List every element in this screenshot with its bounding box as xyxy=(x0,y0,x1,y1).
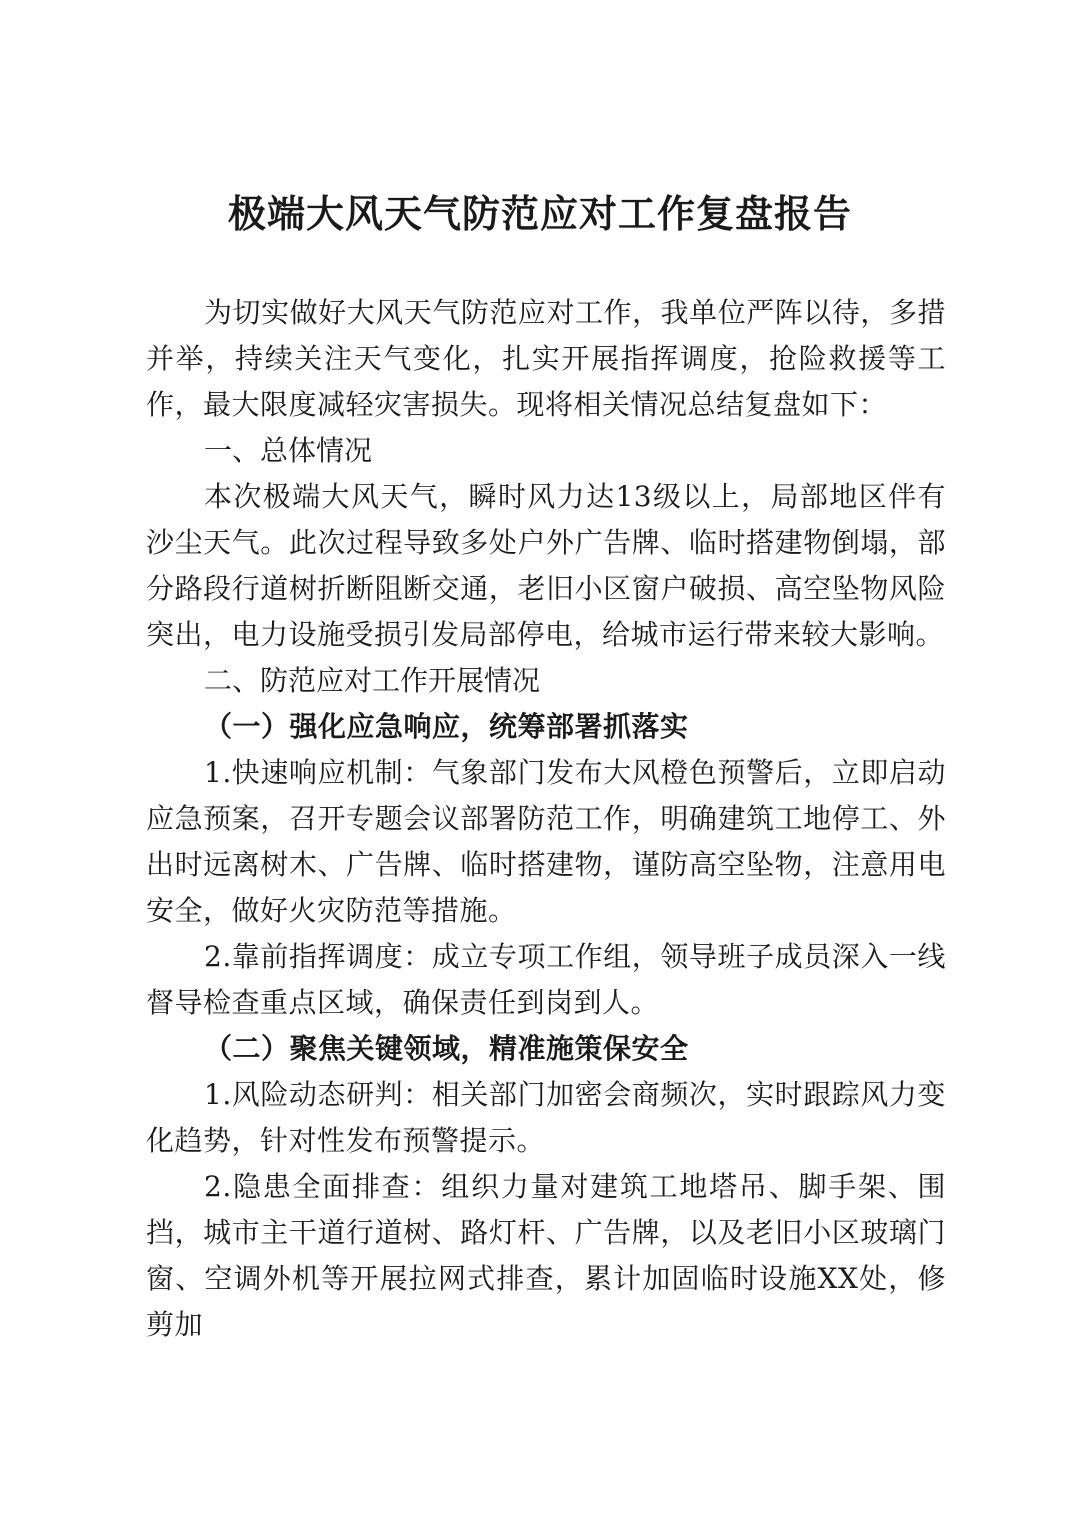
subsection-heading-emergency-response: （一）强化应急响应，统筹部署抓落实 xyxy=(204,710,689,743)
paragraph-frontline-command: 2.靠前指挥调度：成立专项工作组，领导班子成员深入一线督导检查重点区域，确保责任到岗到人。 xyxy=(146,940,946,1019)
subsection-heading-key-areas: （二）聚焦关键领域，精准施策保安全 xyxy=(204,1032,689,1065)
paragraph-rapid-response: 1.快速响应机制：气象部门发布大风橙色预警后，立即启动应急预案，召开专题会议部署防范工作，明确建筑工地停工、外出时远离树木、广告牌、临时搭建物，谨防高空坠物，注意用电安全，做好火灾防范等措施。 xyxy=(146,756,946,927)
document-title: 极端大风天气防范应对工作复盘报告 xyxy=(227,192,852,236)
paragraph-risk-assessment: 1.风险动态研判：相关部门加密会商频次，实时跟踪风力变化趋势，针对性发布预警提示。 xyxy=(146,1078,946,1157)
intro-paragraph: 为切实做好大风天气防范应对工作，我单位严阵以待，多措并举，持续关注天气变化，扎实开展指挥调度，抢险救援等工作，最大限度减轻灾害损失。现将相关情况总结复盘如下： xyxy=(146,296,946,421)
section-heading-overview: 一、总体情况 xyxy=(204,434,373,467)
document-body xyxy=(146,290,946,1348)
section-heading-response: 二、防范应对工作开展情况 xyxy=(204,664,541,697)
paragraph-hazard-inspection: 2.隐患全面排查：组织力量对建筑工地塔吊、脚手架、围挡，城市主干道行道树、路灯杆、广告牌，以及老旧小区玻璃门窗、空调外机等开展拉网式排查，累计加固临时设施XX处，修剪加 xyxy=(146,1170,946,1341)
overview-paragraph: 本次极端大风天气，瞬时风力达13级以上，局部地区伴有沙尘天气。此次过程导致多处户外广告牌、临时搭建物倒塌，部分路段行道树折断阻断交通，老旧小区窗户破损、高空坠物风险突出，电力设施受损引发局部停电，给城市运行带来较大影响。 xyxy=(146,480,946,651)
